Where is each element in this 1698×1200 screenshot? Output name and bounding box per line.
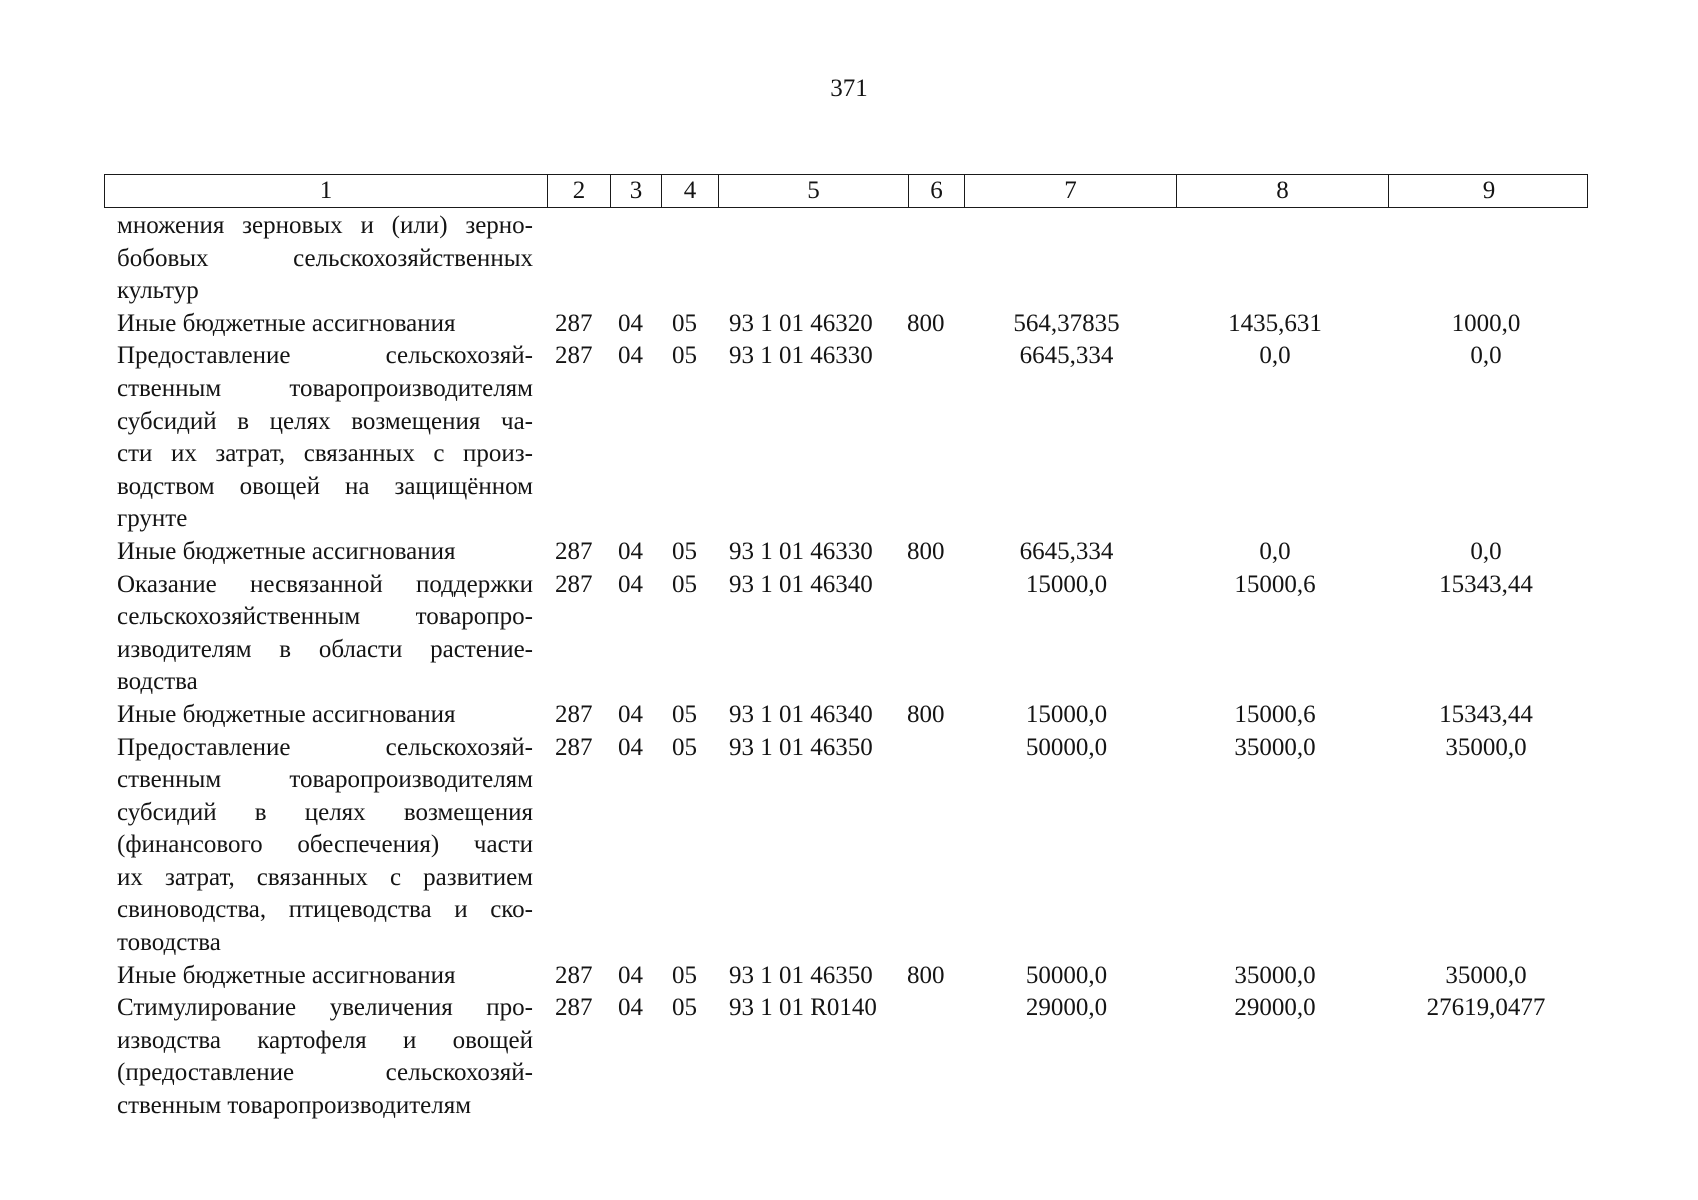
amount-col-9: 27619,0477 [1426,994,1546,1022]
section-code: 04 [618,570,643,598]
expense-type-code: 800 [907,537,945,565]
header-col-4: 4 [661,175,718,207]
section-code: 04 [618,342,643,370]
description-line: водством овощей на защищённом [117,472,533,500]
description-line: грунте [117,505,188,533]
chapter-code: 287 [555,700,593,728]
amount-col-9: 35000,0 [1445,961,1527,989]
subsection-code: 05 [672,537,697,565]
chapter-code: 287 [555,994,593,1022]
amount-col-9: 15343,44 [1439,700,1533,728]
chapter-code: 287 [555,961,593,989]
target-article-code: 93 1 01 46340 [729,570,873,598]
target-article-code: 93 1 01 46340 [729,700,873,728]
row-description [117,536,533,569]
row-description [117,210,533,308]
description-line: изводства картофеля и овощей [117,1026,533,1054]
target-article-code: 93 1 01 R0140 [729,994,877,1022]
subsection-code: 05 [672,700,697,728]
description-line: Иные бюджетные ассигнования [117,309,456,337]
chapter-code: 287 [555,342,593,370]
chapter-code: 287 [555,733,593,761]
target-article-code: 93 1 01 46350 [729,961,873,989]
amount-col-8: 29000,0 [1234,994,1316,1022]
header-col-3: 3 [610,175,661,207]
description-line: (предоставление сельскохозяй- [117,1059,533,1087]
expense-type-code: 800 [907,700,945,728]
description-line: свиноводства, птицеводства и ско- [117,896,533,924]
amount-col-9: 0,0 [1470,537,1502,565]
table-row [0,536,1698,569]
page-number: 371 [830,75,868,102]
amount-col-7: 29000,0 [1025,994,1108,1022]
section-code: 04 [618,700,643,728]
row-description [117,699,533,732]
target-article-code: 93 1 01 46330 [729,537,873,565]
amount-col-8: 15000,6 [1234,570,1316,598]
description-line: субсидий в целях возмещения [117,798,533,826]
table-row [0,732,1698,960]
description-line: их затрат, связанных с развитием [117,863,533,891]
amount-col-7: 50000,0 [1025,733,1108,761]
target-article-code: 93 1 01 46330 [729,342,873,370]
amount-col-7: 15000,0 [1025,700,1108,728]
header-col-9: 9 [1388,175,1589,207]
description-line: изводителям в области растение- [117,635,533,663]
amount-col-8: 35000,0 [1234,961,1316,989]
row-description [117,960,533,993]
amount-col-8: 1435,631 [1228,309,1322,337]
chapter-code: 287 [555,570,593,598]
header-col-6: 6 [908,175,964,207]
description-line: ственным товаропроизводителям [117,1092,472,1120]
header-col-7: 7 [964,175,1176,207]
table-row [0,569,1698,699]
description-line: сти их затрат, связанных с произ- [117,440,533,468]
description-line: множения зерновых и (или) зерно- [117,212,533,239]
description-line: водства [117,668,198,696]
row-description [117,308,533,341]
table-row [0,308,1698,341]
row-description [117,340,533,536]
subsection-code: 05 [672,342,697,370]
description-line: Предоставление сельскохозяй- [117,733,533,761]
table-row [0,960,1698,993]
amount-col-7: 564,37835 [1013,309,1120,337]
section-code: 04 [618,733,643,761]
amount-col-7: 50000,0 [1025,961,1108,989]
amount-col-9: 35000,0 [1445,733,1527,761]
description-line: субсидий в целях возмещения ча- [117,407,533,435]
header-col-1: 1 [319,177,333,204]
subsection-code: 05 [672,961,697,989]
expense-type-code: 800 [907,961,945,989]
amount-col-8: 0,0 [1259,342,1291,370]
section-code: 04 [618,309,643,337]
table-row [0,210,1698,308]
row-description [117,992,533,1122]
target-article-code: 93 1 01 46350 [729,733,873,761]
expense-type-code: 800 [907,309,945,337]
chapter-code: 287 [555,537,593,565]
subsection-code: 05 [672,733,697,761]
amount-col-9: 1000,0 [1451,309,1521,337]
section-code: 04 [618,994,643,1022]
subsection-code: 05 [672,994,697,1022]
description-line: товодства [117,929,221,957]
amount-col-9: 15343,44 [1439,570,1533,598]
description-line: ственным товаропроизводителям [117,766,533,794]
amount-col-8: 35000,0 [1234,733,1316,761]
description-line: сельскохозяйственным товаропро- [117,603,533,631]
header-col-8: 8 [1176,175,1388,207]
row-description [117,732,533,960]
section-code: 04 [618,537,643,565]
description-line: Иные бюджетные ассигнования [117,700,456,728]
table-row [0,340,1698,536]
subsection-code: 05 [672,309,697,337]
amount-col-8: 0,0 [1259,537,1291,565]
table-row [0,992,1698,1122]
table-row [0,699,1698,732]
chapter-code: 287 [555,309,593,337]
header-col-5: 5 [718,175,908,207]
subsection-code: 05 [672,570,697,598]
description-line: бобовых сельскохозяйственных [117,244,533,272]
description-line: (финансового обеспечения) части [117,831,533,859]
description-line: ственным товаропроизводителям [117,374,533,402]
header-col-2: 2 [547,175,610,207]
amount-col-8: 15000,6 [1234,700,1316,728]
description-line: Оказание несвязанной поддержки [117,570,533,598]
description-line: Иные бюджетные ассигнования [117,537,456,565]
amount-col-7: 15000,0 [1025,570,1108,598]
section-code: 04 [618,961,643,989]
table-header [104,174,1588,208]
description-line: Иные бюджетные ассигнования [117,961,456,989]
description-line: Стимулирование увеличения про- [117,994,533,1022]
description-line: Предоставление сельскохозяй- [117,342,533,370]
amount-col-7: 6645,334 [1019,537,1114,565]
description-line: культур [117,277,199,305]
amount-col-7: 6645,334 [1019,342,1114,370]
table-body [0,210,1698,1123]
target-article-code: 93 1 01 46320 [729,309,873,337]
row-description [117,569,533,699]
amount-col-9: 0,0 [1470,342,1502,370]
